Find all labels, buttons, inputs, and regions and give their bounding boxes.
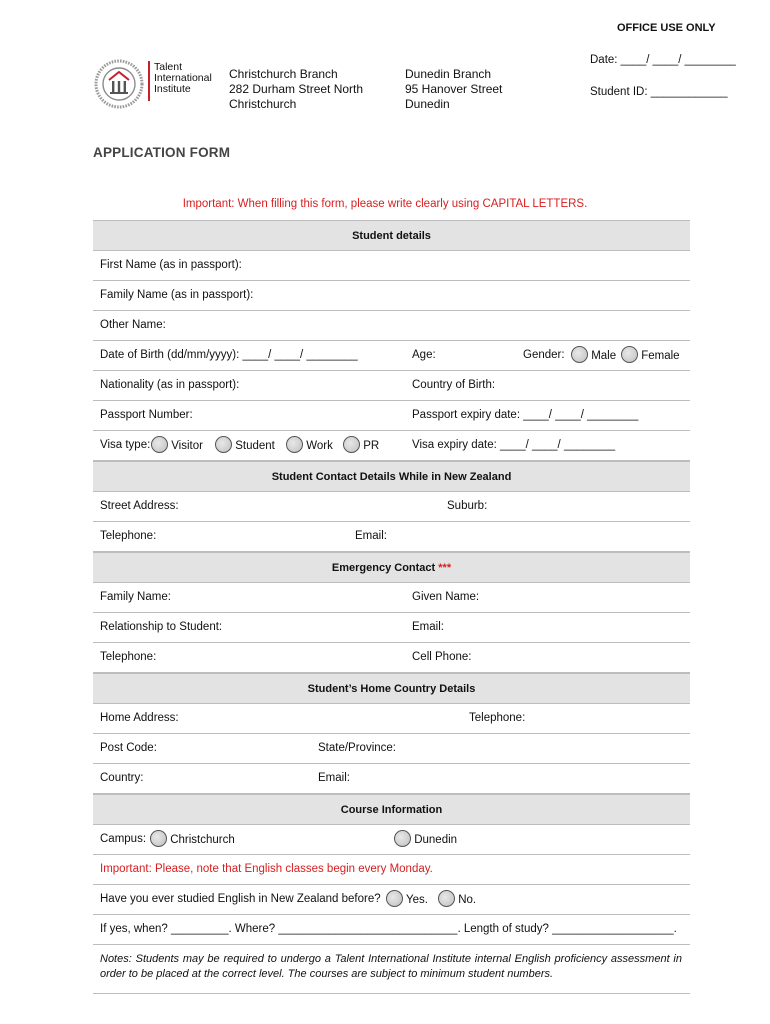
campus-dunedin-option[interactable] bbox=[394, 830, 457, 847]
contact-email-field[interactable]: Email: bbox=[355, 530, 387, 542]
relationship-field[interactable]: Relationship to Student: bbox=[100, 621, 223, 633]
christchurch-radio[interactable] bbox=[150, 830, 167, 847]
dunedin-label: Dunedin bbox=[414, 834, 458, 846]
visa-expiry-field[interactable]: Visa expiry date: ____/ ____/ ________ bbox=[412, 439, 616, 451]
campus-row bbox=[93, 825, 690, 855]
country-row bbox=[93, 764, 690, 794]
visa-visitor-option[interactable] bbox=[151, 436, 203, 453]
state-province-field[interactable]: State/Province: bbox=[318, 742, 396, 754]
emergency-relationship-row bbox=[93, 613, 690, 643]
contact-phone-row bbox=[93, 522, 690, 552]
no-radio[interactable] bbox=[438, 890, 455, 907]
street-address-field[interactable]: Street Address: bbox=[100, 500, 179, 512]
male-radio[interactable] bbox=[571, 346, 588, 363]
other-name-row[interactable] bbox=[93, 311, 690, 341]
gender-label: Gender: bbox=[523, 349, 565, 361]
campus-label: Campus: bbox=[100, 833, 147, 845]
visa-pr-option[interactable] bbox=[343, 436, 379, 453]
visitor-radio[interactable] bbox=[151, 436, 168, 453]
date-of-birth-field[interactable]: Date of Birth (dd/mm/yyyy): ____/ ____/ ________ bbox=[100, 349, 358, 361]
gender-female-option[interactable] bbox=[621, 346, 680, 363]
studied-no-option[interactable] bbox=[438, 890, 476, 907]
pr-radio[interactable] bbox=[343, 436, 360, 453]
visa-student-option[interactable] bbox=[215, 436, 275, 453]
emergency-phone-row bbox=[93, 643, 690, 673]
institute-logo-text: Talent International Institute bbox=[154, 61, 212, 95]
street-address-row bbox=[93, 492, 690, 522]
country-field[interactable]: Country: bbox=[100, 772, 144, 784]
emergency-email-field[interactable]: Email: bbox=[412, 621, 444, 633]
campus-christchurch-option[interactable] bbox=[150, 830, 235, 847]
studied-english-row bbox=[93, 885, 690, 915]
emergency-cell-phone-field[interactable]: Cell Phone: bbox=[412, 651, 472, 663]
home-country-header: Student’s Home Country Details bbox=[93, 673, 690, 704]
yes-label: Yes. bbox=[406, 894, 428, 906]
post-code-field[interactable]: Post Code: bbox=[100, 742, 157, 754]
home-email-field[interactable]: Email: bbox=[318, 772, 350, 784]
page-title: APPLICATION FORM bbox=[93, 145, 231, 160]
age-field[interactable]: Age: bbox=[412, 349, 436, 361]
nationality-row bbox=[93, 371, 690, 401]
office-use-title: OFFICE USE ONLY bbox=[617, 22, 716, 34]
home-address-row bbox=[93, 704, 690, 734]
contact-telephone-field[interactable]: Telephone: bbox=[100, 530, 157, 542]
gender-male-option[interactable] bbox=[571, 346, 616, 363]
christchurch-label: Christchurch bbox=[170, 834, 235, 846]
country-of-birth-field[interactable]: Country of Birth: bbox=[412, 379, 496, 391]
visa-row bbox=[93, 431, 690, 461]
studied-yes-option[interactable] bbox=[386, 890, 428, 907]
student-label: Student bbox=[235, 440, 275, 452]
first-name-row[interactable] bbox=[93, 251, 690, 281]
student-radio[interactable] bbox=[215, 436, 232, 453]
emergency-telephone-field[interactable]: Telephone: bbox=[100, 651, 157, 663]
pr-label: PR bbox=[363, 440, 380, 452]
passport-expiry-field[interactable]: Passport expiry date: ____/ ____/ ________ bbox=[412, 409, 639, 421]
first-name-label: First Name (as in passport): bbox=[100, 259, 242, 271]
work-label: Work bbox=[306, 440, 333, 452]
studied-english-question: Have you ever studied English in New Zealand before? bbox=[100, 893, 381, 905]
dunedin-branch-address: Dunedin Branch 95 Hanover Street Dunedin bbox=[405, 67, 503, 111]
male-label: Male bbox=[591, 350, 617, 362]
family-name-row[interactable] bbox=[93, 281, 690, 311]
visa-type-label: Visa type: bbox=[100, 439, 151, 451]
home-address-field[interactable]: Home Address: bbox=[100, 712, 179, 724]
visa-work-option[interactable] bbox=[286, 436, 333, 453]
nationality-field[interactable]: Nationality (as in passport): bbox=[100, 379, 240, 391]
monday-classes-notice: Important: Please, note that English classes begin every Monday. bbox=[100, 863, 433, 875]
capital-letters-notice: Important: When filling this form, please write clearly using CAPITAL LETTERS. bbox=[182, 198, 588, 210]
other-name-label: Other Name: bbox=[100, 319, 166, 331]
post-code-row bbox=[93, 734, 690, 764]
passport-number-field[interactable]: Passport Number: bbox=[100, 409, 193, 421]
christchurch-branch-address: Christchurch Branch 282 Durham Street North Christchurch bbox=[229, 67, 364, 111]
notes-text: Notes: Students may be required to undergo a Talent International Institute internal English proficiency assessment in order to be placed at the correct level. The courses are subject to minimum student numbers. bbox=[100, 953, 682, 980]
female-radio[interactable] bbox=[621, 346, 638, 363]
notes-row bbox=[93, 945, 690, 994]
work-radio[interactable] bbox=[286, 436, 303, 453]
study-details-row[interactable] bbox=[93, 915, 690, 945]
female-label: Female bbox=[641, 350, 680, 362]
emergency-contact-header: Emergency Contact *** bbox=[93, 552, 690, 583]
yes-radio[interactable] bbox=[386, 890, 403, 907]
home-telephone-field[interactable]: Telephone: bbox=[469, 712, 526, 724]
emergency-name-row bbox=[93, 583, 690, 613]
dob-age-gender-row bbox=[93, 341, 690, 371]
office-student-id-field[interactable]: Student ID: ____________ bbox=[590, 86, 728, 98]
no-label: No. bbox=[458, 894, 477, 906]
study-details-field[interactable]: If yes, when? _________. Where? ____________________________. Length of study? ___________________. bbox=[100, 923, 677, 935]
student-details-header: Student details bbox=[93, 220, 690, 251]
suburb-field[interactable]: Suburb: bbox=[447, 500, 488, 512]
dunedin-radio[interactable] bbox=[394, 830, 411, 847]
family-name-label: Family Name (as in passport): bbox=[100, 289, 254, 301]
contact-details-header: Student Contact Details While in New Zealand bbox=[93, 461, 690, 492]
visitor-label: Visitor bbox=[171, 440, 203, 452]
emergency-family-name-field[interactable]: Family Name: bbox=[100, 591, 171, 603]
office-date-field[interactable]: Date: ____/ ____/ ________ bbox=[590, 54, 736, 66]
application-form-table bbox=[93, 220, 690, 994]
monday-notice-row bbox=[93, 855, 690, 885]
required-marker: *** bbox=[438, 562, 452, 574]
emergency-given-name-field[interactable]: Given Name: bbox=[412, 591, 480, 603]
passport-row bbox=[93, 401, 690, 431]
course-information-header: Course Information bbox=[93, 794, 690, 825]
